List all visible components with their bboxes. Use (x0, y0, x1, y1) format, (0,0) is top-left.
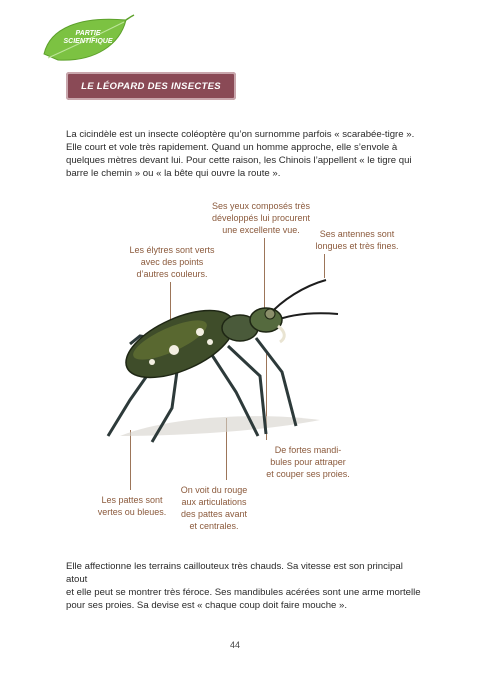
label-mandibles-line: De fortes mandi- (274, 445, 342, 455)
outro-line-3: pour ses proies. Sa devise est « chaque coup doit faire mouche ». (66, 600, 348, 611)
label-joints-line: On voit du rouge (180, 485, 248, 495)
intro-line-1: La cicindèle est un insecte coléoptère qu’on surnomme parfois « scarabée-tigre ». (66, 129, 415, 140)
label-legs-line: Les pattes sont (101, 495, 163, 505)
section-badge (58, 30, 118, 46)
label-mandibles-line: bules pour attraper (270, 457, 346, 467)
elytra-spot (207, 339, 213, 345)
page-title: LE LÉOPARD DES INSECTES (81, 80, 221, 92)
label-elytra-line: avec des points (140, 257, 204, 267)
label-elytra-line: d’autres couleurs. (136, 269, 208, 279)
label-elytra-line: Les élytres sont verts (129, 245, 215, 255)
intro-line-2: Elle court et vole très rapidement. Quand un homme approche, elle s’envole à (66, 142, 398, 153)
title-banner (66, 72, 236, 100)
label-mandibles-line: et couper ses proies. (266, 469, 350, 479)
label-joints-line: et centrales. (189, 521, 239, 531)
ground-shadow (120, 416, 320, 436)
outro-paragraph (66, 560, 426, 612)
mandible (278, 326, 284, 342)
intro-paragraph (66, 128, 426, 180)
elytra-spot (196, 328, 204, 336)
outro-line-1: Elle affectionne les terrains caillouteux très chauds. Sa vitesse est son principal atout (66, 561, 403, 585)
elytra-spot (169, 345, 179, 355)
badge-line-1: PARTIE (75, 30, 101, 37)
label-joints-line: aux articulations (181, 497, 247, 507)
label-joints-line: des pattes avant (180, 509, 248, 519)
label-eyes-line: une excellente vue. (222, 225, 300, 235)
tiger-beetle-illustration (60, 240, 360, 450)
elytra-spot (149, 359, 155, 365)
label-joints (164, 484, 264, 532)
label-antennae-line: longues et très fines. (315, 241, 399, 251)
label-antennae-line: Ses antennes sont (319, 229, 395, 239)
label-legs-line: vertes ou bleues. (97, 507, 167, 517)
intro-line-4: barre le chemin » ou « la bête qui ouvre la route ». (66, 168, 281, 179)
label-eyes-line: développés lui procurent (211, 213, 311, 223)
compound-eye (265, 309, 275, 319)
label-eyes-line: Ses yeux composés très (211, 201, 311, 211)
page-number: 44 (230, 640, 241, 650)
outro-line-2: et elle peut se montrer très féroce. Ses mandibules acérées sont une arme mortelle (66, 587, 421, 598)
intro-line-3: quelques mètres devant lui. Pour cette raison, les Chinois l’appellent « le tigre qui (66, 155, 412, 166)
badge-line-2: SCIENTIFIQUE (63, 38, 113, 45)
